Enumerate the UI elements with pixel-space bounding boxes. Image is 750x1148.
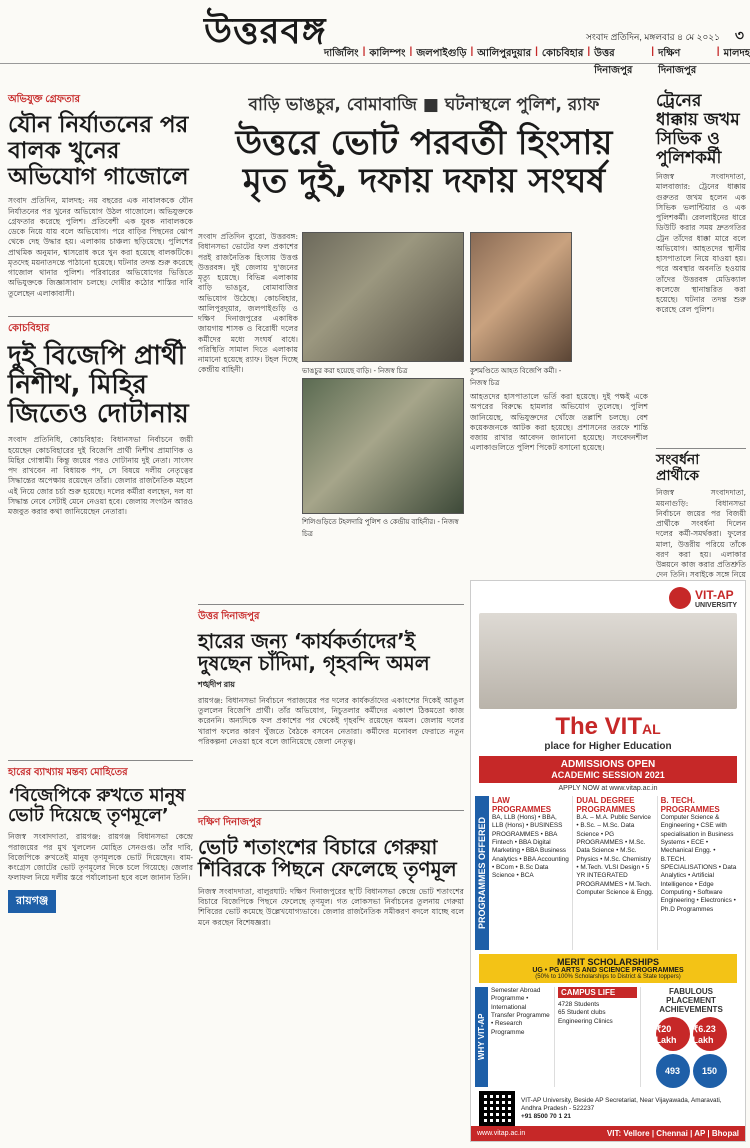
photo-vandalised-house (302, 232, 464, 362)
ad-placement-stat: 150 (693, 1054, 727, 1088)
vit-ap-advertisement[interactable] (470, 580, 746, 1142)
story-headline-2[interactable]: দুষছেন চাঁদিমা, গৃহবন্দি অমল (198, 651, 430, 676)
photo-caption: কুশমণ্ডিতে আহত বিজেপি কর্মী। - নিজস্ব চিত্র (470, 368, 562, 387)
story-headline[interactable]: ট্রেনের ধাক্কায় জখম সিভিক ও পুলিশকর্মী (656, 91, 740, 169)
district-kalimpong[interactable]: কালিম্পং (369, 48, 406, 59)
story-kicker: কোচবিহার (8, 323, 50, 334)
story-kicker: হারের ব্যাখ্যায় মন্তব্য মোহিতের (8, 767, 128, 778)
story-body: সংবাদ প্রতিদিন, মালদহ: নয় বছরের এক নাবালককে যৌন নির্যাতনের পর খুনের অভিযোগ উঠল গাজোলে। অভিযুক্তকে গ্রেফতার করেছে পুলিশ। প্রতিবেশী এক যুবক নাবালককে ডেকে নিয়ে যায় বলে অভিযোগ। পরে বাড়ির পিছনের ঝোপ থেকে দেহ উদ্ধার হয়। এলাকায় চাঞ্চল্য ছড়িয়েছে। পুলিশের প্রাথমিক অনুমান, শ্বাসরোধ করে খুন করা হয়েছে বালকটিকে। মৃতদেহ ময়নাতদন্তে পাঠানো হয়েছে। ঘটনার তদন্ত শুরু করেছে গাজোল থানার পুলিশ। পরিবারের অভিযোগের ভিত্তিতে অভিযুক্তকে জিজ্ঞাসাবাদ চলছে। দোষীর কঠোর শাস্তির দাবি তুলেছেন এলাকাবাসী। (8, 196, 193, 298)
story-gajol (8, 92, 193, 312)
lead-headline-1[interactable]: উত্তরে ভোট পরবর্তী হিংসায় (235, 123, 613, 163)
ad-scholarship-note: (50% to 100% Scholarships to District & State toppers) (535, 974, 681, 980)
ad-col3-items: Computer Science & Engineering • CSE with specialisation in Business Systems • ECE • Mechanical Engg. • B.TECH. SPECIALISATIONS • Data Analytics • Artificial Intelligence • Edge Computing • Software Engineering • Electronics • Ph.D Programmes (660, 814, 737, 913)
ad-phone[interactable]: +91 8500 70 1 21 (521, 1113, 571, 1121)
ad-scholarship-sub: UG • PG ARTS AND SCIENCE PROGRAMMES (532, 967, 684, 974)
story-kicker: উত্তর দিনাজপুর (198, 611, 260, 622)
vit-logo-icon (669, 587, 691, 609)
district-uttar-dinajpur[interactable]: উত্তর দিনাজপুর (594, 48, 633, 76)
story-coochbehar (8, 316, 193, 754)
story-body: নিজস্ব সংবাদদাতা, মালবাজার: ট্রেনের ধাক্কায় গুরুতর জখম হলেন এক সিভিক ভলান্টিয়ার ও এক পুলিশকর্মী। রেললাইনের ধারে ডিউটি করার সময় দ্রুতগতির ট্রেন তাঁদের ধাক্কা মারে বলে অভিযোগ। আহতদের স্থানীয় হাসপাতালে নিয়ে যাওয়া হয়। পরে অবস্থার অবনতি হওয়ায় তাঁদের উত্তরবঙ্গ মেডিক্যাল কলেজে স্থানান্তরিত করা হয়েছে। ঘটনার তদন্ত শুরু করেছে রেল পুলিশ। (656, 172, 746, 315)
lead-headline-2[interactable]: মৃত দুই, দফায় দফায় সংঘর্ষ (242, 161, 606, 202)
story-kicker: অভিযুক্ত গ্রেফতার (8, 94, 80, 105)
district-coochbehar[interactable]: কোচবিহার (541, 48, 584, 59)
dateline: সংবাদ প্রতিদিন, মঙ্গলবার ৪ মে ২০২১ (585, 32, 720, 42)
ad-session: ACADEMIC SESSION 2021 (551, 770, 665, 780)
location-tag: রায়গঞ্জ (8, 890, 56, 913)
story-body: নিজস্ব সংবাদদাতা, রায়গঞ্জ: রায়গঞ্জ বিধানসভা কেন্দ্রে পরাজয়ের পর মুখ খুললেন মোহিত সেনগুপ্ত। তাঁর দাবি, বিজেপিকে রুখতেই মানুষ তৃণমূলকে ভোট দিয়েছেন। বাম-কংগ্রেস জোটের ভোট তৃণমূলের দিকে চলে গিয়েছে। জেলার ফলাফল নিয়ে দলীয় স্তরে পর্যালোচনা হবে বলে জানান তিনি। (8, 832, 193, 883)
photo-caption: শিলিগুড়িতে টহলদারি পুলিশ ও কেন্দ্রীয় বাহিনীর। - নিজস্ব চিত্র (302, 519, 459, 538)
lead-body-a: সংবাদ প্রতিদিন ব্যুরো, উত্তরবঙ্গ: বিধানসভা ভোটের ফল প্রকাশের পরই রাজনৈতিক হিংসায় উত্তপ্ত উত্তরবঙ্গ। দুই জেলায় দু'জনের মৃত্যু হয়েছে। বিভিন্ন এলাকায় বাড়ি ভাঙচুর, বোমাবাজির অভিযোগ উঠেছে। কোচবিহার, আলিপুরদুয়ার, জলপাইগুড়ি ও দক্ষিণ দিনাজপুরের একাধিক জায়গায় শাসক ও বিরোধী দলের কর্মীদের মধ্যে সংঘর্ষ বাধে। পরিস্থিতি সামাল দিতে এলাকায় নামানো হয়েছে র‍্যাফ। টহল দিচ্ছে কেন্দ্রীয় বাহিনী। (198, 232, 298, 375)
ad-apply[interactable]: APPLY NOW at www.vitap.ac.in (558, 785, 658, 792)
qr-code-icon[interactable] (479, 1091, 515, 1127)
page-number: ৩ (734, 27, 744, 43)
ad-why-label: WHY VIT-AP (475, 987, 488, 1087)
ad-address: VIT-AP University, Beside AP Secretariat, Near Vijayawada, Amaravati, Andhra Pradesh - 522237 (521, 1096, 722, 1112)
ad-tagline-1: The VIT (555, 713, 642, 740)
ad-placement-stat: ₹6.23 Lakh (693, 1017, 727, 1051)
newspaper-title: উত্তরবঙ্গ (204, 10, 327, 52)
story-train (656, 92, 746, 442)
ad-group-photo (479, 613, 737, 709)
ad-scholarship-head: MERIT SCHOLARSHIPS (556, 957, 659, 967)
ad-tagline-3: place for Higher Education (544, 741, 672, 752)
story-body: রায়গঞ্জ: বিধানসভা নির্বাচনে পরাজয়ের পর দলের কার্যকর্তাদের একাংশের দিকেই আঙুল তুললেন বিজেপি প্রার্থী। তাঁর অভিযোগ, নিচুতলার কর্মীদের একাংশ ঠিকমতো কাজ করেননি। অন্যদিকে ফল প্রকাশের পর থেকেই গৃহবন্দি রয়েছেন অমল। জেলায় দলের খারাপ ফলের কারণ খুঁজতে বৈঠকে বসবেন নেতারা। কর্মীদের মনোবল ফেরাতে নতুন পরিকল্পনা নেওয়া হবে বলে জানিয়েছে জেলা নেতৃত্ব। (198, 695, 464, 746)
photo-police-patrol (302, 378, 464, 514)
masthead (0, 0, 750, 76)
story-headline[interactable]: দুই বিজেপি প্রার্থী নিশীথ, মিহির জিতেও দোটানায় (8, 341, 189, 430)
story-kicker: দক্ষিণ দিনাজপুর (198, 817, 262, 828)
story-headline[interactable]: ‘বিজেপিকে রুখতে মানুষ ভোট দিয়েছে তৃণমূলে’ (8, 785, 186, 827)
ad-col2-head: DUAL DEGREE PROGRAMMES (576, 796, 636, 814)
story-body: নিজস্ব সংবাদদাতা, ময়নাগুড়ি: বিধানসভা নির্বাচনে জয়ের পর বিজয়ী প্রার্থীকে সংবর্ধনা দিলেন দলের কর্মী-সমর্থকরা। ফুলের মালা, উত্তরীয় পরিয়ে তাঁকে বরণ করা হয়। এলাকার উন্নয়নে কাজ করার প্রতিশ্রুতি দেন তিনি। সবাইকে সঙ্গে নিয়ে (656, 488, 746, 580)
story-byline: শঙ্খদীপ রায় (198, 679, 235, 689)
district-darjeeling[interactable]: দার্জিলিং (324, 48, 359, 59)
ad-campus-stat-2: 65 Student clubs (558, 1009, 606, 1017)
photo-injured-worker (470, 232, 572, 362)
ad-col1-items: BA, LLB (Hons) • BBA, LLB (Hons) • BUSINESS PROGRAMMES • BBA Fintech • BBA Digital Marketing • BBA Business Analytics • BBA Accounting • BCom • B.Sc Data Science • BCA (492, 814, 569, 880)
ad-tagline-2: AL (642, 721, 661, 737)
ad-brand: VIT-AP (694, 587, 734, 602)
ad-footer: VIT: Vellore | Chennai | AP | Bhopal (606, 1129, 739, 1138)
district-dakshin-dinajpur[interactable]: দক্ষিণ দিনাজপুর (658, 48, 697, 76)
district-nav: দার্জিলিং | কালিম্পং | জলপাইগুড়ি | আলিপুরদুয়ার | কোচবিহার | উত্তর দিনাজপুর | দক্ষিণ দিনাজপুর | মালদহ (324, 46, 750, 80)
story-headline[interactable]: যৌন নির্যাতনের পর বালক খুনের অভিযোগ গাজোলে (8, 112, 189, 190)
ad-website[interactable]: www.vitap.ac.in (477, 1130, 526, 1137)
ad-why-items: Semester Abroad Programme • International Transfer Programme • Research Programme (491, 987, 550, 1036)
story-vote-share (198, 810, 464, 1142)
story-headline-2[interactable]: শিবিরকে পিছনে ফেলেছে তৃণমূল (198, 857, 457, 882)
district-alipurduar[interactable]: আলিপুরদুয়ার (477, 48, 532, 59)
ad-campus-head: CAMPUS LIFE (558, 987, 637, 998)
lead-body-b: আহতদের হাসপাতালে ভর্তি করা হয়েছে। দুই পক্ষই একে অপরের বিরুদ্ধে হামলার অভিযোগ তুলেছে। পুলিশ জানিয়েছে, অভিযুক্তদের খোঁজে তল্লাশি চলছে। বেশ কয়েকজনকে আটক করা হয়েছে। প্রশাসনের তরফে শান্তি বজায় রাখার আবেদন জানানো হয়েছে। সংবেদনশীল এলাকাগুলিতে পুলিশ পিকেট বসানো হয়েছে। (470, 392, 648, 453)
district-malda[interactable]: মালদহ (723, 48, 750, 59)
ad-side-label: PROGRAMMES OFFERED (475, 796, 489, 950)
ad-col2-items: B.A. – M.A. Public Service • B.Sc. – M.Sc. Data Science • PG PROGRAMMES • M.Sc. Data Science • M.Sc. Physics • M.Sc. Chemistry • M.Tech. VLSI Design • 5 YR INTEGRATED PROGRAMMES • M.Tech. Computer Science & Engg. (576, 814, 654, 896)
story-headline[interactable]: সংবর্ধনা প্রার্থীকে (656, 452, 700, 484)
photo-caption: ভাঙচুর করা হয়েছে বাড়ি। - নিজস্ব চিত্র (302, 368, 408, 375)
story-headline-1[interactable]: হারের জন্য ‘কার্যকর্তাদের’ই (198, 629, 416, 653)
ad-placement-stat: 493 (656, 1054, 690, 1088)
ad-col1-head: LAW PROGRAMMES (492, 796, 552, 814)
story-body: সংবাদ প্রতিনিধি, কোচবিহার: বিধানসভা নির্বাচনে জয়ী হয়েছেন কোচবিহারের দুই বিজেপি প্রার্থী নিশীথ প্রামাণিক ও মিহির গোস্বামী। কিন্তু জয়ের পরও দোটানায় দুই নেতা। সাংসদ পদ রাখবেন না বিধায়ক পদ, সে বিষয়ে দলীয় নেতৃত্বের সিদ্ধান্তের অপেক্ষায় রয়েছেন তাঁরা। জেলার রাজনৈতিক মহলে এই নিয়ে জোর চর্চা শুরু হয়েছে। দলের কর্মীরা বলছেন, দল যা সিদ্ধান্ত নেবে সেটাই মেনে নেওয়া হবে। জেলায় সংগঠন আরও মজবুত করার কথা জানিয়েছেন নেতারা। (8, 435, 193, 517)
district-jalpaiguri[interactable]: জলপাইগুড়ি (416, 48, 467, 59)
story-headline-1[interactable]: ভোট শতাংশের বিচারে গেরুয়া (198, 835, 438, 859)
ad-campus-stat-1: 4728 Students (558, 1001, 600, 1008)
story-chandima (198, 604, 464, 804)
ad-campus-stat-3: Engineering Clinics (558, 1017, 613, 1025)
story-felicitation (656, 448, 746, 580)
ad-brand-sub: UNIVERSITY (694, 601, 737, 609)
story-mohit (8, 760, 193, 1140)
ad-admissions: ADMISSIONS OPEN (560, 759, 656, 770)
lead-strap: বাড়ি ভাঙচুর, বোমাবাজি ■ ঘটনাস্থলে পুলিশ, র‍্যাফ (248, 95, 600, 115)
ad-placement-stat: ₹20 Lakh (656, 1017, 690, 1051)
ad-col3-head: B. TECH. PROGRAMMES (660, 796, 720, 814)
ad-placement-head: FABULOUS PLACEMENT ACHIEVEMENTS (659, 987, 723, 1014)
story-body: নিজস্ব সংবাদদাতা, বালুরঘাট: দক্ষিণ দিনাজপুরের ছ'টি বিধানসভা কেন্দ্রে ভোট শতাংশের বিচারে বিজেপিকে পিছনে ফেলেছে তৃণমূল। গত লোকসভা নির্বাচনের তুলনায় গেরুয়া শিবিরের ভোট কমেছে উল্লেখযোগ্যভাবে। জেলার রাজনৈতিক সমীকরণ বদলে যাচ্ছে বলে মনে করছেন বিশেষজ্ঞরা। (198, 886, 464, 927)
